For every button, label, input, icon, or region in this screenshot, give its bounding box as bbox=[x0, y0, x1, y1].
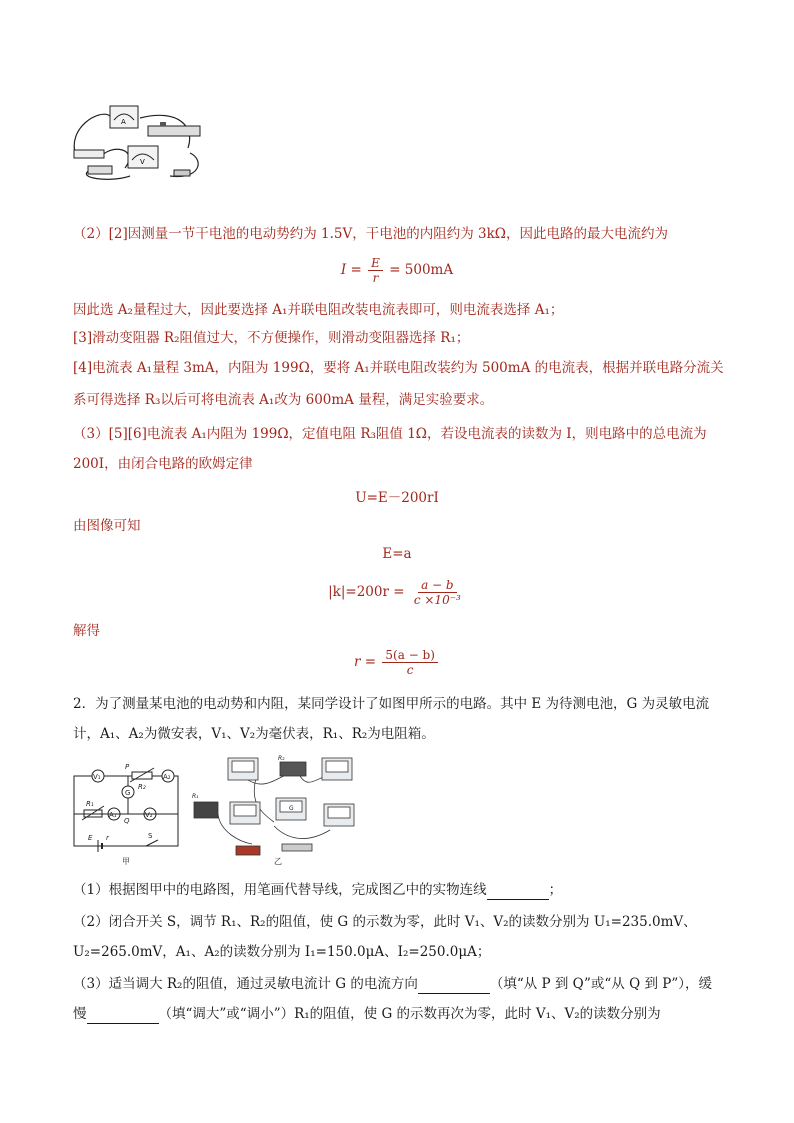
answer-blank-1[interactable] bbox=[487, 885, 549, 900]
subq1-text: （1）根据图甲中的电路图，用笔画代替导线，完成图乙中的实物连线 bbox=[73, 882, 487, 898]
q-label: Q bbox=[124, 817, 130, 825]
part3-line4: 解得 bbox=[73, 623, 100, 639]
equation-max-current bbox=[0, 256, 794, 285]
circuit-diagram-jia bbox=[70, 756, 184, 868]
ammeter-label: A bbox=[121, 118, 126, 126]
subq3-text-a: （3）适当调大 R₂的阻值，通过灵敏电流计 G 的电流方向 bbox=[73, 976, 418, 992]
eq-k-lhs: |k|=200r = bbox=[328, 584, 405, 600]
eq-r-lhs: r = bbox=[354, 654, 377, 670]
eq-k-denominator: c ×10⁻³ bbox=[413, 593, 461, 607]
eq1-rhs: = 500mA bbox=[389, 262, 454, 278]
e-label: E bbox=[88, 834, 93, 842]
subq3-text-b: （填“从 P 到 Q”或“从 Q 到 P”），缓 bbox=[489, 976, 712, 992]
q2-line1: 2．为了测量某电池的电动势和内阻，某同学设计了如图甲所示的电路。其中 E 为待测电池，G 为灵敏电流 bbox=[73, 696, 710, 712]
equation-slope bbox=[0, 578, 794, 607]
equation-ohm: U=E－200rI bbox=[355, 490, 439, 506]
p-label: P bbox=[125, 763, 130, 771]
subq3-text-d: （填“调大”或“调小”）R₁的阻值，使 G 的示数再次为零，此时 V₁、V₂的读数分别为 bbox=[158, 1006, 661, 1022]
s-label: S bbox=[148, 832, 153, 840]
subq2-line1: （2）闭合开关 S，调节 R₁、R₂的阻值，使 G 的示数为零，此时 V₁、V₂的读数分别为 U₁=235.0mV、 bbox=[73, 914, 697, 930]
eq1-denominator: r bbox=[372, 271, 379, 285]
eq-k-fraction bbox=[411, 578, 464, 607]
figure-yi-caption: 乙 bbox=[274, 857, 282, 866]
part2-line2: 因此选 A₂量程过大，因此要选择 A₁并联电阻改装电流表即可，则电流表选择 A₁； bbox=[73, 302, 564, 318]
part2-line4: [4]电流表 A₁量程 3mA，内阻为 199Ω，要将 A₁并联电阻改装约为 500mA 的电流表，根据并联电路分流关 bbox=[73, 360, 724, 376]
physical-setup-yi bbox=[190, 752, 360, 868]
r-label: r bbox=[106, 834, 109, 842]
eq-r-numerator: 5(a − b) bbox=[382, 648, 438, 663]
subq3-text-c: 慢 bbox=[73, 1006, 87, 1022]
part3-line2: 200I，由闭合电路的欧姆定律 bbox=[73, 456, 253, 472]
eq1-lhs: I = bbox=[340, 262, 362, 278]
subq1 bbox=[73, 880, 562, 900]
v1-label: V₁ bbox=[93, 773, 101, 781]
subq3-line1 bbox=[73, 974, 712, 994]
part2-line1: （2）[2]因测量一节干电池的电动势约为 1.5V，干电池的内阻约为 3kΩ，因此电路的最大电流约为 bbox=[73, 226, 668, 242]
eq-r-fraction bbox=[382, 648, 438, 677]
r2-label: R₂ bbox=[138, 783, 146, 791]
setup-g-label: G bbox=[289, 805, 294, 812]
equation-resistance bbox=[0, 648, 794, 677]
eq1-numerator: E bbox=[368, 256, 383, 271]
figure-jia-caption: 甲 bbox=[122, 857, 130, 866]
apparatus-figure bbox=[70, 98, 210, 180]
part3-line1: （3）[5][6]电流表 A₁内阻为 199Ω，定值电阻 R₃阻值 1Ω，若设电流表的读数为 I，则电路中的总电流为 bbox=[73, 426, 707, 442]
subq1-end: ； bbox=[548, 882, 563, 898]
answer-blank-3[interactable] bbox=[87, 1009, 159, 1024]
subq3-line2 bbox=[73, 1004, 661, 1024]
g-label: G bbox=[125, 789, 131, 797]
answer-blank-2[interactable] bbox=[418, 979, 490, 994]
eq1-fraction bbox=[368, 256, 383, 285]
eq-k-numerator: a − b bbox=[418, 578, 457, 593]
a1-label: A₁ bbox=[109, 811, 117, 819]
part2-line5: 系可得选择 R₃以后可将电流表 A₁改为 600mA 量程，满足实验要求。 bbox=[73, 392, 494, 408]
part3-line3: 由图像可知 bbox=[73, 518, 141, 534]
equation-emf: E=a bbox=[382, 546, 412, 562]
subq2-line2: U₂=265.0mV，A₁、A₂的读数分别为 I₁=150.0μA、I₂=250.0μA； bbox=[73, 944, 491, 960]
v2-label: V₂ bbox=[145, 811, 153, 819]
voltmeter-label: V bbox=[140, 158, 145, 166]
a2-label: A₂ bbox=[163, 773, 171, 781]
q2-line2: 计，A₁、A₂为微安表，V₁、V₂为毫伏表，R₁、R₂为电阻箱。 bbox=[73, 726, 435, 742]
eq-r-denominator: c bbox=[406, 663, 414, 677]
r1-label: R₁ bbox=[86, 800, 94, 808]
setup-r2-label: R₂ bbox=[278, 755, 285, 762]
part2-line3: [3]滑动变阻器 R₂阻值过大，不方便操作，则滑动变阻器选择 R₁； bbox=[73, 330, 470, 346]
setup-r1-label: R₁ bbox=[192, 793, 199, 800]
